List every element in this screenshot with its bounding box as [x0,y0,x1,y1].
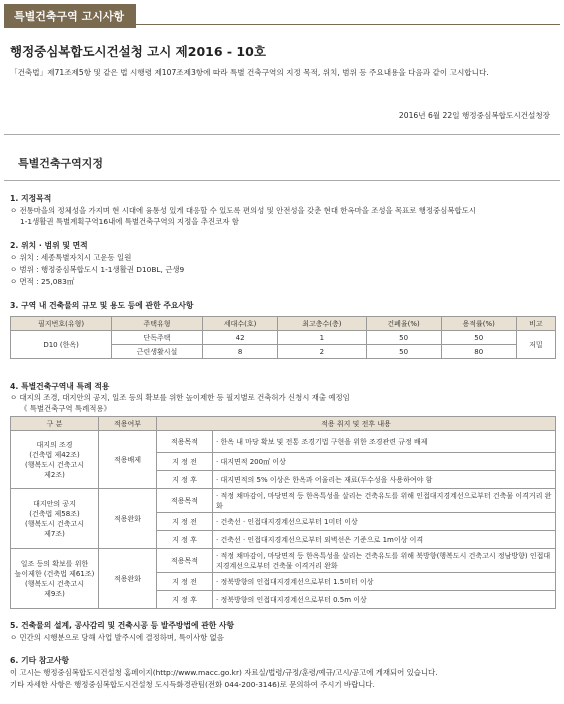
section-divider [4,180,560,181]
sec4-title: 4. 특별건축구역내 특례 적용 [10,382,110,391]
category-line: (행복도시 건축고시 [24,460,85,469]
table-header: 필지번호(유형) [11,317,112,331]
row-text: · 대지면적 200㎡ 이상 [213,453,556,471]
category-cell [11,489,99,549]
sec6-title: 6. 기타 참고사항 [10,656,70,665]
table-row [11,489,556,513]
applied-cell: 적용완화 [99,549,157,609]
remark-cell: 저밀 [516,331,555,359]
notice-body: 「건축법」제71조제5항 및 같은 법 시행령 제107조제3항에 따라 특별 건축구역의 지정 목적, 위치, 범위 등 주요내용을 다음과 같이 고시합니다. [10,68,489,77]
sec5-title: 5. 건축물의 설계, 공사감리 및 건축시공 등 발주방법에 관한 사항 [10,621,235,630]
table-header: 구 분 [11,417,99,431]
sec1-line: ㅇ 전통마을의 정체성을 가지며 현 시대에 융통성 있게 대응할 수 있도록 편의성 및 안전성을 갖춘 현대 한옥마을 조성을 목표로 행정중심복합도시 [10,206,476,215]
row-text: · 대지면적의 5% 이상은 한옥과 어울리는 재료(두수성을 사용하여야 함 [213,471,556,489]
table-cell: 42 [202,331,277,345]
table-cell: 50 [366,331,441,345]
parcel-cell: D10 (한옥) [11,331,112,359]
sec6-line: 기타 자세한 사항은 행정중심복합도시건설청 도시득화경관팀(전화 044-200-3146)로 문의하여 주시기 바랍니다. [10,680,375,689]
table-header: 최고층수(층) [278,317,366,331]
row-label: 지 정 후 [157,591,213,609]
row-label: 지 정 후 [157,531,213,549]
row-text: · 한옥 내 마당 확보 및 전통 조경기법 구현을 위한 조경관련 규정 배제 [213,431,556,453]
table-header: 주택유형 [112,317,203,331]
category-line: (건축법 제42조) [29,450,80,459]
sec5-line: ㅇ 민간의 시행분으로 당해 사업 발주시에 결정하며, 특이사항 없음 [10,633,224,642]
table-row [11,549,556,573]
category-line: 대지의 조경 [36,440,73,449]
category-cell [11,431,99,489]
row-text: · 정북방향의 인접대지경계선으로부터 0.5m 이상 [213,591,556,609]
sec2-item: ㅇ 면적 : 25,083㎡ [10,277,75,286]
category-line: 제9조) [44,589,65,598]
section-divider [4,134,560,135]
sec1-title: 1. 지정목적 [10,194,52,203]
table-header-row [11,417,556,431]
category-cell [11,549,99,609]
notice-title: 행정중심복합도시건설청 고시 제2016 - 10호 [10,44,266,59]
category-line: 높이제한 (건축법 제61조) [14,569,95,578]
table-header: 세대수(호) [202,317,277,331]
row-text: · 정북방향의 인접대지경계선으로부터 1.5미터 이상 [213,573,556,591]
row-text: · 건축선 · 인접대지경계선으로부터 1미터 이상 [213,513,556,531]
row-text: · 건축선 · 인접대지경계선으로부터 외벽선은 기준으로 1m이상 이격 [213,531,556,549]
notice-date: 2016년 6월 22일 행정중심복합도시건설청장 [398,111,550,120]
table-cell: 2 [278,345,366,359]
sec1-line: 1-1생활권 특별계획구역16내에 특별건축구역의 지정을 추진코자 함 [20,217,239,226]
row-text: · 적정 채마감이, 마당면적 등 한옥특성을 살리는 건축유도를 위해 북방향(행복도시 건축고시 정남방향) 인접대지경계선으로부터 건축물 이격거리 완화 [213,549,556,573]
sec2-item: ㅇ 위치 : 세종특별자치시 고운동 일원 [10,253,132,262]
category-line: (행복도시 건축고시 [24,519,85,528]
designation-title: 특별건축구역지정 [18,157,104,170]
applied-cell: 적용완화 [99,489,157,549]
category-line: (행복도시 건축고시 [24,579,85,588]
table-cell: 8 [202,345,277,359]
category-line: 제7조) [44,529,65,538]
category-line: 제2조) [44,470,65,479]
sec3-title: 3. 구역 내 건축물의 규모 및 용도 등에 관한 주요사항 [10,301,194,310]
category-line: 대지안의 공지 [33,499,76,508]
building-scale-table [10,316,556,359]
table-row [11,331,556,345]
table-header: 적용 취지 및 전후 내용 [157,417,556,431]
table-cell: 단독주택 [112,331,203,345]
table-row [11,431,556,453]
category-line: (건축법 제58조) [29,509,80,518]
sec2-title: 2. 위치 · 범위 및 면적 [10,241,88,250]
table-cell: 50 [366,345,441,359]
table-header: 용적률(%) [441,317,516,331]
row-label: 적용목적 [157,431,213,453]
table-cell: 근린생활시설 [112,345,203,359]
sec4-line: ㅇ 대지의 조경, 대지안의 공지, 일조 등의 확보를 위한 높이제한 등 필지별로 건축허가 신청시 재출 예정임 [10,393,350,402]
row-text: · 적정 채마감이, 마당면적 등 한옥특성을 살리는 건축유도를 위해 인접대지경계선으로부터 건축물 이격거리 완화 [213,489,556,513]
category-line: 일조 등의 확보를 위한 [20,559,89,568]
table-cell: 80 [441,345,516,359]
header-divider [4,24,560,25]
row-label: 적용목적 [157,549,213,573]
table-header: 건폐율(%) [366,317,441,331]
header-tab: 특별건축구역 고시사항 [4,4,136,28]
row-label: 지 정 후 [157,471,213,489]
sec2-item: ㅇ 범위 : 행정중심복합도시 1-1생활권 D10BL, 근생9 [10,265,185,274]
table-header: 비고 [516,317,555,331]
row-label: 지 정 전 [157,573,213,591]
sec4-subtitle: 《 특별건축구역 특례적용》 [20,404,111,413]
row-label: 적용목적 [157,489,213,513]
special-exemption-table [10,416,556,609]
table-header: 적용여부 [99,417,157,431]
table-cell: 50 [441,331,516,345]
applied-cell: 적용배제 [99,431,157,489]
row-label: 지 정 전 [157,513,213,531]
table-cell: 1 [278,331,366,345]
sec6-line: 이 고시는 행정중심복합도시건설청 홈페이지(http://www.macc.go.kr) 자료실/법령/규정/훈령/예규/고시/공고에 게재되어 있습니다. [10,668,438,677]
table-header-row [11,317,556,331]
row-label: 지 정 전 [157,453,213,471]
